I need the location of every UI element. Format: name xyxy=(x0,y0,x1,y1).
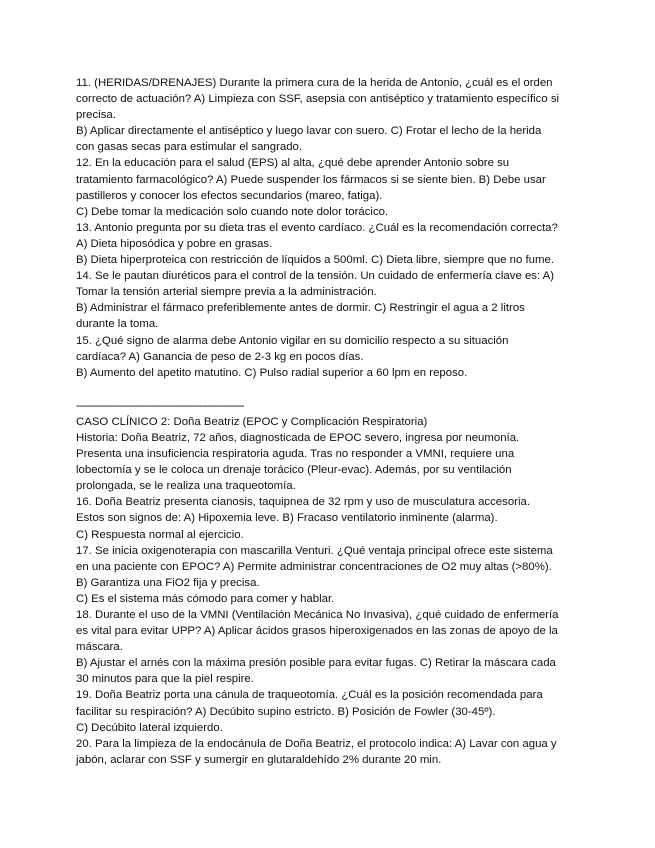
text-line: B) Aplicar directamente el antiséptico y luego lavar con suero. C) Frotar el lecho de la herida xyxy=(76,125,542,138)
text-line: precisa. xyxy=(76,109,116,122)
text-line: 20. Para la limpieza de la endocánula de Doña Beatriz, el protocolo indica: A) Lavar con agua y xyxy=(76,737,557,750)
text-line: tratamiento farmacológico? A) Puede suspender los fármacos si se siente bien. B) Debe usar xyxy=(76,173,546,186)
text-line: 12. En la educación para el salud (EPS) al alta, ¿qué debe aprender Antonio sobre su xyxy=(76,157,510,170)
text-line: lobectomía y se le coloca un drenaje torácico (Pleur-evac). Además, por su ventilación xyxy=(76,464,512,477)
text-line: máscara. xyxy=(76,641,123,654)
text-line: A) Dieta hiposódica y pobre en grasas. xyxy=(76,237,273,250)
questions-block-case-2 xyxy=(76,414,586,768)
text-line: 11. (HERIDAS/DRENAJES) Durante la primera cura de la herida de Antonio, ¿cuál es el orden xyxy=(76,77,553,89)
text-line: es vital para evitar UPP? A) Aplicar ácidos grasos hiperoxigenados en las zonas de apoyo de la xyxy=(76,625,558,638)
text-line: en una paciente con EPOC? A) Permite administrar concentraciones de O2 muy altas (>80%). xyxy=(76,560,552,573)
text-line: cardíaca? A) Ganancia de peso de 2-3 kg en pocos días. xyxy=(76,350,364,363)
text-line: 17. Se inicia oxigenoterapia con mascarilla Venturi. ¿Qué ventaja principal ofrece este sistema xyxy=(76,544,553,557)
text-line: C) Debe tomar la medicación solo cuando note dolor torácico. xyxy=(76,205,389,218)
text-line: 18. Durante el uso de la VMNI (Ventilación Mecánica No Invasiva), ¿qué cuidado de enfermería xyxy=(76,609,559,621)
text-line: CASO CLÍNICO 2: Doña Beatriz (EPOC y Complicación Respiratoria) xyxy=(76,415,428,428)
text-line: jabón, aclarar con SSF y sumergir en glutaraldehído 2% durante 20 min. xyxy=(76,753,442,766)
text-line: 15. ¿Qué signo de alarma debe Antonio vigilar en su domicilio respecto a su situación xyxy=(76,334,509,347)
text-line: B) Garantiza una FiO2 fija y precisa. xyxy=(76,576,260,589)
text-line: B) Administrar el fármaco preferiblemente antes de dormir. C) Restringir el agua a 2 litros xyxy=(76,302,525,315)
text-line: 30 minutos para que la piel respire. xyxy=(76,673,254,686)
text-line: C) Es el sistema más cómodo para comer y hablar. xyxy=(76,592,335,605)
text-line: con gasas secas para estimular el sangrado. xyxy=(76,141,303,154)
text-line: pastilleros y conocer los efectos secundarios (mareo, fatiga). xyxy=(76,189,383,202)
text-line: C) Decúbito lateral izquierdo. xyxy=(76,721,223,734)
text-line: Tomar la tensión arterial siempre previa a la administración. xyxy=(76,286,377,299)
text-line: durante la toma. xyxy=(76,318,159,331)
text-line: B) Dieta hiperproteica con restricción de líquidos a 500ml. C) Dieta libre, siempre que no fume. xyxy=(76,254,555,267)
text-line: Historia: Doña Beatriz, 72 años, diagnosticada de EPOC severo, ingresa por neumonía. xyxy=(76,431,520,444)
text-line: correcto de actuación? A) Limpieza con SSF, asepsia con antiséptico y tratamiento específico si xyxy=(76,93,560,106)
text-line: prolongada, se le realiza una traqueotomía. xyxy=(76,480,296,493)
document-text xyxy=(76,75,586,768)
text-line: 16. Doña Beatriz presenta cianosis, taquipnea de 32 rpm y uso de musculatura accesoria. xyxy=(76,496,530,509)
text-line: 19. Doña Beatriz porta una cánula de traqueotomía. ¿Cuál es la posición recomendada para xyxy=(76,689,543,702)
text-line: B) Ajustar el arnés con la máxima presión posible para evitar fugas. C) Retirar la máscara cada xyxy=(76,657,556,670)
text-line: 13. Antonio pregunta por su dieta tras el evento cardíaco. ¿Cuál es la recomendación correcta? xyxy=(76,221,558,234)
text-line: 14. Se le pautan diuréticos para el control de la tensión. Un cuidado de enfermería clave es: A) xyxy=(76,270,555,283)
text-line: Estos son signos de: A) Hipoxemia leve. B) Fracaso ventilatorio inminente (alarma). xyxy=(76,512,498,525)
text-line: B) Aumento del apetito matutino. C) Pulso radial superior a 60 lpm en reposo. xyxy=(76,366,468,379)
text-line: C) Respuesta normal al ejercicio. xyxy=(76,528,244,541)
section-gap xyxy=(76,381,586,398)
questions-block-case-1 xyxy=(76,75,586,381)
text-line: facilitar su respiración? A) Decúbito supino estricto. B) Posición de Fowler (30-45º). xyxy=(76,705,496,718)
text-line: Presenta una insuficiencia respiratoria aguda. Tras no responder a VMNI, requiere una xyxy=(76,448,515,461)
section-separator: ------------------------------------------------------------ xyxy=(76,399,244,412)
